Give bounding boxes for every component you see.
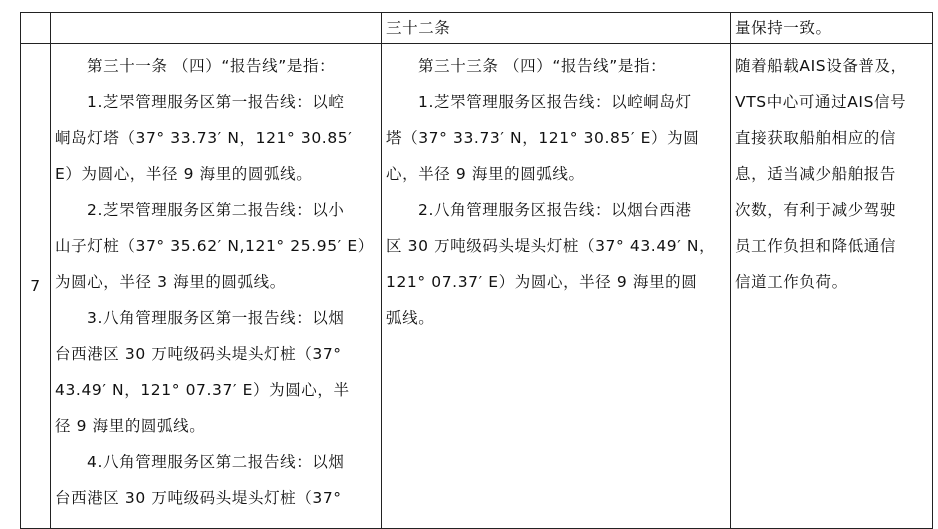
revised-text-continuation: 三十二条: [386, 19, 451, 37]
original-text-cell: [51, 13, 382, 44]
text-line: 息，适当减少船舶报告: [735, 165, 897, 183]
text-line: 员工作负担和降低通信: [735, 237, 897, 255]
original-text-cell: [51, 44, 382, 529]
text-line: 2.八角管理服务区报告线：以烟台西港: [418, 201, 692, 219]
revised-text-cell: [382, 44, 731, 529]
reason-cell: [731, 13, 933, 44]
text-line: 峒岛灯塔（37° 33.73′ N，121° 30.85′: [55, 129, 353, 147]
row-number-cell: [21, 13, 51, 44]
text-line: 43.49′ N，121° 07.37′ E）为圆心，半: [55, 381, 350, 399]
text-line: 121° 07.37′ E）为圆心，半径 9 海里的圆: [386, 273, 698, 291]
table-row: [21, 44, 933, 529]
text-line: 心，半径 9 海里的圆弧线。: [386, 165, 585, 183]
row-number-cell: [21, 44, 51, 529]
text-line: 直接获取船舶相应的信: [735, 129, 897, 147]
text-line: 3.八角管理服务区第一报告线：以烟: [87, 309, 345, 327]
text-line: 2.芝罘管理服务区第二报告线：以小: [87, 201, 345, 219]
text-line: 1.芝罘管理服务区报告线：以崆峒岛灯: [418, 93, 692, 111]
text-line: 台西港区 30 万吨级码头堤头灯桩（37°: [55, 489, 342, 507]
text-line: 1.芝罘管理服务区第一报告线：以崆: [87, 93, 345, 111]
revised-text: [386, 44, 726, 336]
row-number: 7: [30, 277, 41, 295]
original-text: [55, 44, 377, 516]
text-line: 第三十三条 （四）“报告线”是指：: [418, 57, 667, 75]
text-line: 弧线。: [386, 309, 435, 327]
revised-text-cell: [382, 13, 731, 44]
text-line: VTS中心可通过AIS信号: [735, 93, 907, 111]
text-line: 塔（37° 33.73′ N，121° 30.85′ E）为圆: [386, 129, 700, 147]
text-line: 第三十一条 （四）“报告线”是指：: [87, 57, 336, 75]
text-line: 次数，有利于减少驾驶: [735, 201, 897, 219]
text-line: 山子灯桩（37° 35.62′ N,121° 25.95′ E）: [55, 237, 374, 255]
comparison-table: [20, 12, 933, 529]
table-row: [21, 13, 933, 44]
reason-continuation: 量保持一致。: [735, 19, 832, 37]
text-line: E）为圆心，半径 9 海里的圆弧线。: [55, 165, 313, 183]
reason-text: [735, 44, 928, 300]
text-line: 区 30 万吨级码头堤头灯桩（37° 43.49′ N，: [386, 237, 716, 255]
text-line: 信道工作负荷。: [735, 273, 848, 291]
text-line: 为圆心，半径 3 海里的圆弧线。: [55, 273, 286, 291]
text-line: 径 9 海里的圆弧线。: [55, 417, 206, 435]
text-line: 台西港区 30 万吨级码头堤头灯桩（37°: [55, 345, 342, 363]
reason-cell: [731, 44, 933, 529]
text-line: 4.八角管理服务区第二报告线：以烟: [87, 453, 345, 471]
text-line: 随着船载AIS设备普及，: [735, 57, 907, 75]
